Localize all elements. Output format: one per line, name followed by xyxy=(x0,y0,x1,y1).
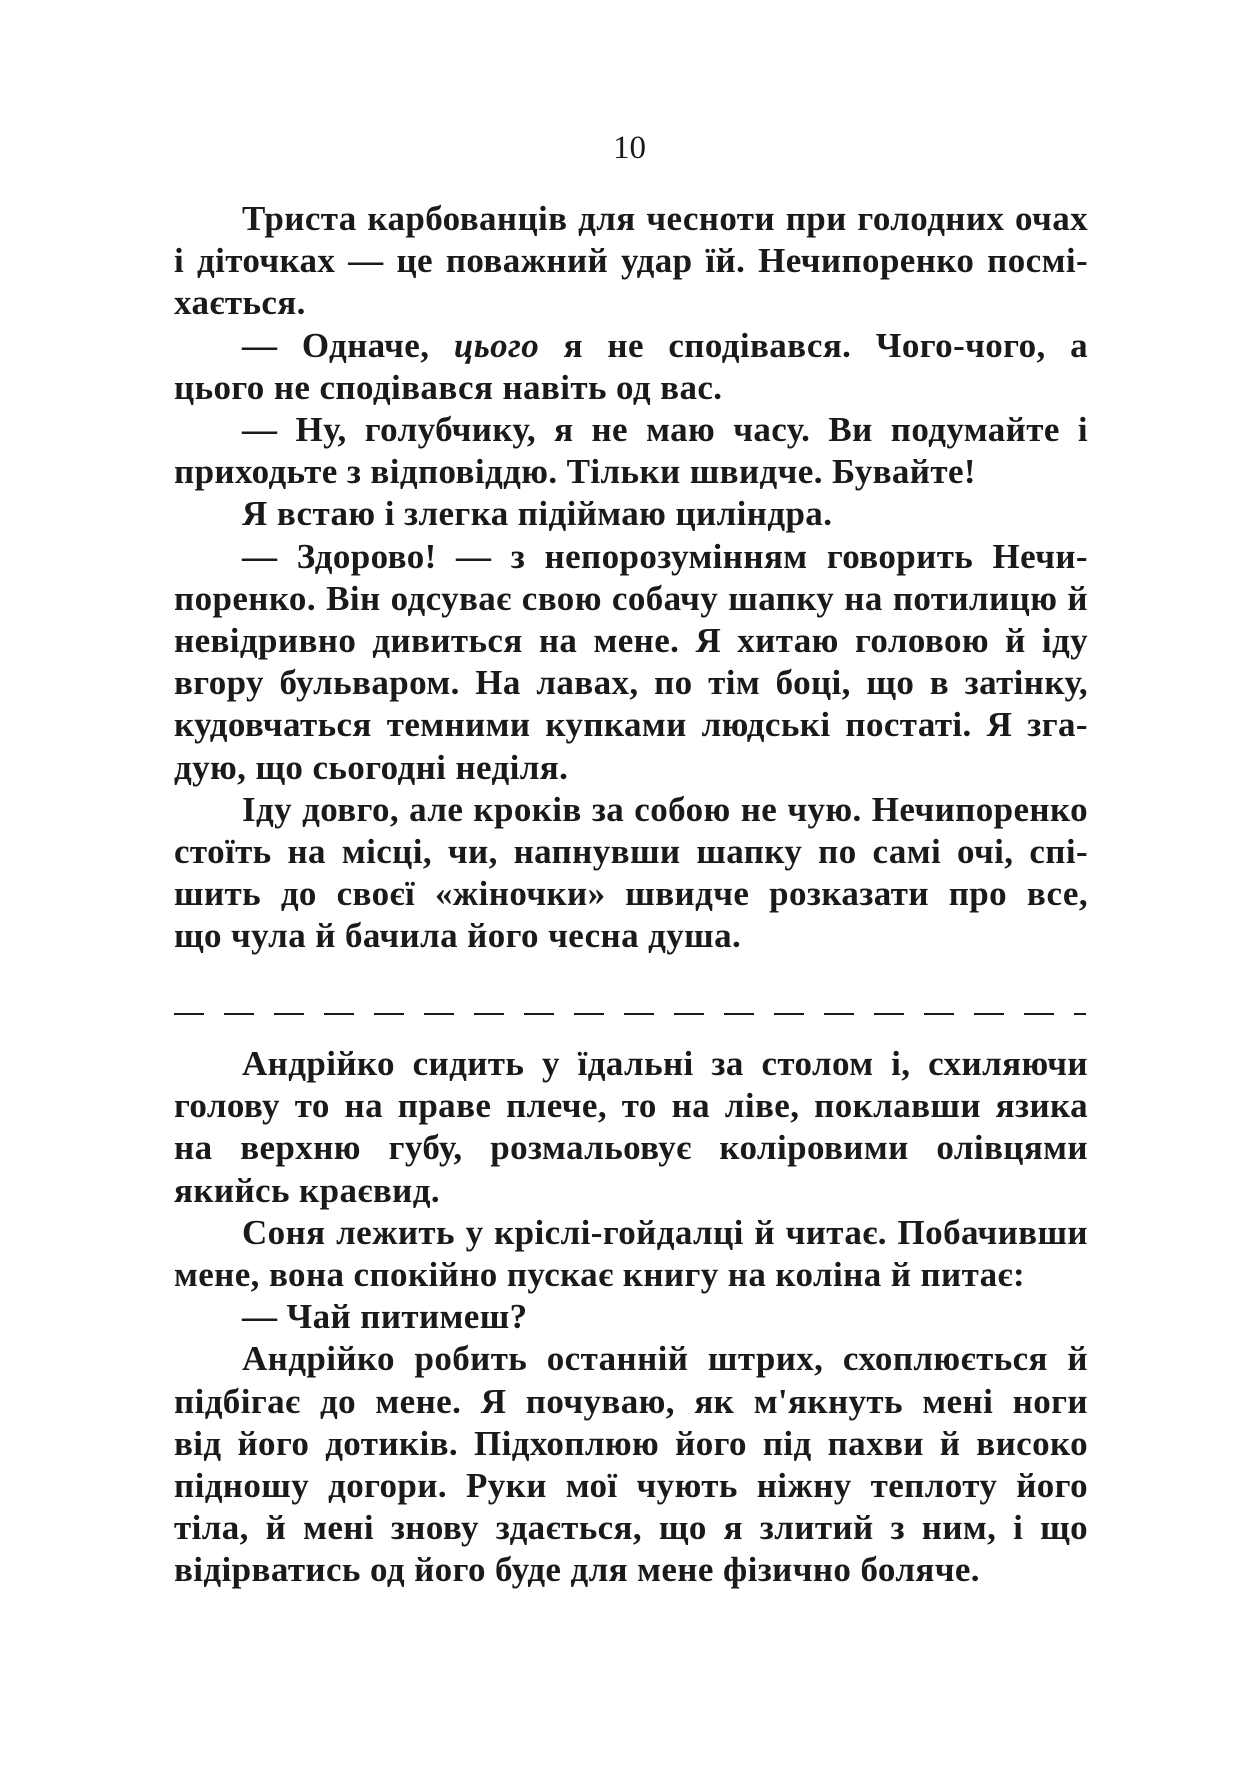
text-line: поренко. Він одсуває свою собачу шапку на потилицю й xyxy=(174,578,1088,618)
text-line: і діточках — це поважний удар їй. Нечипоренко посмі- xyxy=(174,241,1088,281)
text-line: дую, що сьогодні неділя. xyxy=(174,747,569,787)
paragraph xyxy=(174,198,1088,325)
text-line: відірватись од його буде для мене фізично боляче. xyxy=(174,1550,980,1590)
text-line: цього не сподівався навіть од вас. xyxy=(174,367,723,407)
text-line xyxy=(174,325,1088,367)
text-fragment: — Одначе, xyxy=(242,325,454,365)
text-line: підношу догори. Руки мої чують ніжну теплоту його xyxy=(174,1466,1088,1506)
paragraph xyxy=(174,1338,1088,1591)
text-line: стоїть на місці, чи, напнувши шапку по самі очі, спі- xyxy=(174,832,1088,872)
text-line: Іду довго, але кроків за собою не чую. Нечипоренко xyxy=(242,789,1088,829)
text-line: Соня лежить у кріслі-гойдалці й читає. Побачивши xyxy=(242,1212,1088,1252)
text-line: голову то на праве плече, то на ліве, поклавши язика xyxy=(174,1086,1088,1126)
text-line: Андрійко сидить у їдальні за столом і, схиляючи xyxy=(242,1044,1088,1083)
paragraph xyxy=(174,409,1088,493)
paragraph xyxy=(174,325,1088,409)
section-divider xyxy=(174,1012,1086,1016)
text-line: вгору бульваром. На лавах, по тім боці, що в затінку, xyxy=(174,663,1088,703)
paragraph xyxy=(174,536,1088,789)
text-section-1 xyxy=(174,198,1088,958)
text-line: тіла, й мені знову здається, що я злитий з ним, і що xyxy=(174,1508,1088,1548)
text-line: шить до своєї «жіночки» швидче розказати про все, xyxy=(174,874,1088,914)
paragraph xyxy=(174,789,1088,958)
text-line: якийсь краєвид. xyxy=(174,1170,441,1210)
text-line: — Ну, голубчику, я не маю часу. Ви подумайте і xyxy=(242,410,1088,450)
text-line: — Чай питимеш? xyxy=(242,1297,528,1337)
text-line: невідривно дивиться на мене. Я хитаю головою й іду xyxy=(174,621,1088,661)
paragraph xyxy=(174,493,1088,535)
text-line: підбігає до мене. Я почуваю, як м'якнуть мені ноги xyxy=(174,1381,1088,1421)
text-line: Андрійко робить останній штрих, схоплюється й xyxy=(242,1339,1088,1379)
text-line: Я встаю і злегка підіймаю циліндра. xyxy=(242,494,833,534)
page-number: 10 xyxy=(613,130,646,166)
text-line: — Здорово! — з непорозумінням говорить Нечи- xyxy=(242,536,1088,576)
text-line: що чула й бачила його чесна душа. xyxy=(174,916,742,956)
paragraph xyxy=(174,1212,1088,1296)
text-line: на верхню губу, розмальовує коліровими олівцями xyxy=(174,1128,1088,1168)
text-line: від його дотиків. Підхоплюю його під пахви й високо xyxy=(174,1423,1088,1463)
paragraph xyxy=(174,1296,1088,1338)
text-line: Триста карбованців для чесноти при голодних очах xyxy=(242,199,1088,238)
text-line: приходьте з відповіддю. Тільки швидче. Бувайте! xyxy=(174,452,976,492)
italic-word: цього xyxy=(453,325,540,365)
paragraph xyxy=(174,1043,1088,1212)
text-line: кудовчаться темними купками людські постаті. Я зга- xyxy=(174,705,1088,745)
text-line: хається. xyxy=(174,283,306,323)
text-line: мене, вона спокійно пускає книгу на коліна й питає: xyxy=(174,1255,1026,1295)
text-section-2 xyxy=(174,1043,1088,1592)
text-fragment: я не сподівався. Чого-чого, а xyxy=(539,325,1088,365)
